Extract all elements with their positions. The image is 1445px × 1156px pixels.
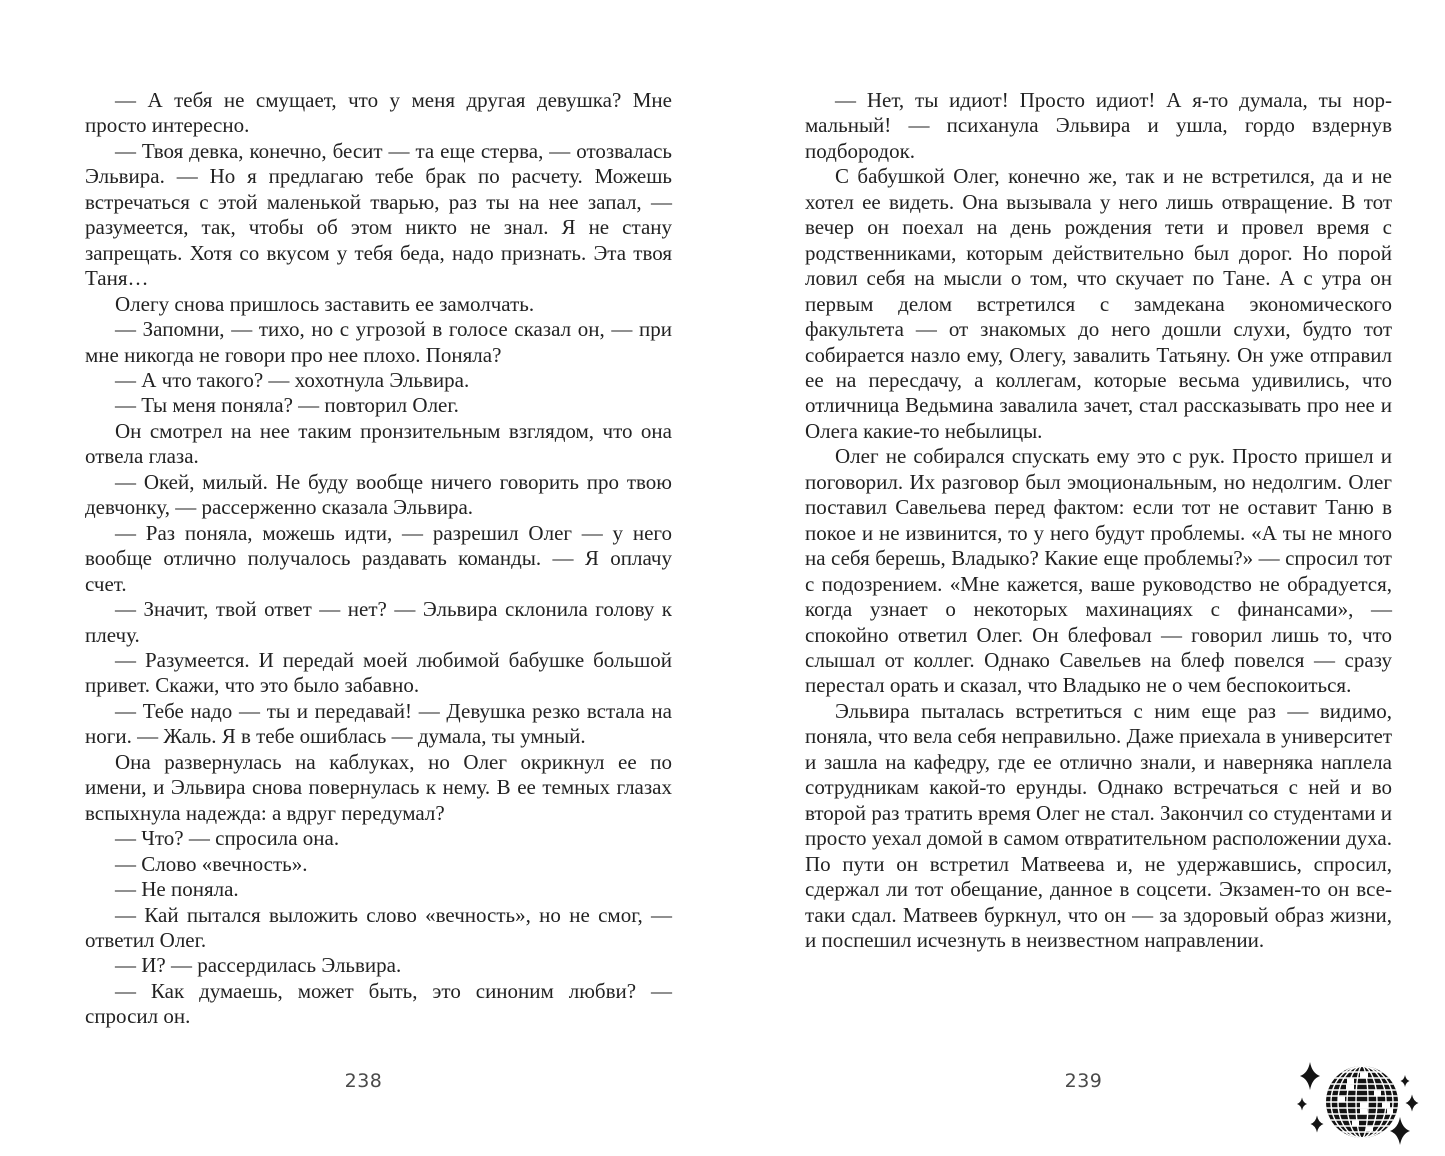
page-number-right: 239 — [1064, 1070, 1103, 1092]
paragraph: Он смотрел на нее таким пронзительным взглядом, что она отвела глаза. — [85, 418, 672, 469]
paragraph: — Нет, ты идиот! Просто идиот! А я-то думала, ты нормальный! — психанула Эльвира и ушла, гордо вздернув подбородок. — [805, 88, 1392, 163]
page-left — [85, 88, 672, 1030]
sparkle-icon — [1297, 1098, 1307, 1111]
paragraph: — Не поняла. — [115, 877, 239, 902]
paragraph: — Что? — спросила она. — [115, 826, 340, 851]
paragraph: — Слово «вечность». — [115, 851, 308, 876]
sparkle-icon — [1311, 1116, 1324, 1133]
paragraph: — Раз поняла, можешь идти, — разрешил Олег — у него вообще отлично получалось раздавать команды. — Я оплачу счет. — [85, 520, 672, 596]
page-left-text — [85, 88, 672, 1030]
paragraph: — Кай пытался выложить слово «вечность», но не смог, — ответил Олег. — [85, 902, 672, 952]
sparkle-icon — [1401, 1075, 1410, 1087]
sparkle-icon — [1406, 1095, 1419, 1112]
paragraph: Она развернулась на каблуках, но Олег окрикнул ее по имени, и Эльвира снова повернулась к нему. В ее темных глазах вспыхнула надежда: а вдруг передумал? — [85, 749, 672, 825]
disco-ball-sphere — [1326, 1066, 1398, 1138]
paragraph: — Как думаешь, может быть, это синоним любви? — спросил он. — [85, 978, 672, 1029]
paragraph: — Разумеется. И передай моей любимой бабушке большой привет. Скажи, что это было забавно. — [85, 647, 672, 698]
paragraph: С бабушкой Олег, конечно же, так и не встретился, да и не хотел ее видеть. Она вызывала у него лишь отвращение. В тот вечер он поехал на день рождения тети и провел время с родственниками, которым действительно был дорог. Но порой ловил себя на мысли о том, что скучает по Тане. А с утра он первым делом встретился с замдекана экономического факультета — от знакомых до него дошли слухи, будто тот собирается назло ему, Олегу, завалить Татьяну. Он уже отправил ее на пересдачу, а коллегам, которые весьма удивились, что отличница Ведьмина завалила зачет, стал рассказывать про нее и Олега какие-то небылицы. — [805, 164, 1392, 443]
paragraph: — Значит, твой ответ — нет? — Эльвира склонила голову к плечу. — [85, 597, 672, 647]
paragraph: — Ты меня поняла? — повторил Олег. — [115, 393, 459, 418]
paragraph: Олегу снова пришлось заставить ее замолчать. — [115, 291, 535, 316]
paragraph: Эльвира пыталась встретиться с ним еще раз — видимо, поняла, что вела себя неправильно. Даже приехала в университет и зашла на кафедру, где ее отлично знали, и наверняка наплела сотрудникам какой-то ерунды. Однако встречаться с ней и во второй раз тратить время Олег не стал. Закончил со студентами и просто уехал домой в самом отвратительном расположении духа. По пути он встретил Матвеева и, не удержавшись, спросил, сдержал ли тот обещание, данное в соцсети. Экзамен-то он все-таки сдал. Матвеев буркнул, что он — за здоровый образ жизни, и поспешил исчезнуть в неизвестном направлении. — [805, 698, 1392, 952]
paragraph: — А тебя не смущает, что у меня другая девушка? Мне просто интересно. — [85, 88, 672, 138]
sparkle-icon — [1390, 1117, 1410, 1145]
disco-ball-icon — [1292, 1048, 1442, 1153]
paragraph: — Твоя девка, конечно, бесит — та еще стерва, — отозвалась Эльвира. — Но я предлагаю тебе брак по расчету. Можешь встречаться с этой маленькой тварью, раз ты на нее запал, — разумеется, так, чтобы об этом никто не знал. Я не стану запрещать. Хотя со вкусом у тебя беда, надо признать. Эта твоя Таня… — [85, 138, 672, 291]
paragraph: Олег не собирался спускать ему это с рук. Просто пришел и поговорил. Их разговор был эмоциональным, но недолгим. Олег поставил Савельева перед фактом: если тот не оставит Таню в покое и не извинится, то у него будут проблемы. «А ты не много на себя берешь, Владыко? Какие еще проблемы?» — спросил тот с подозрением. «Мне кажется, ваше руководство не обрадуется, когда узнает о некоторых махинациях с финансами», — спокойно ответил Олег. Он блефовал — говорил лишь то, что слышал от коллег. Однако Савельев на блеф повелся — сразу перестал орать и сказал, что Владыко не о чем беспокоиться. — [805, 444, 1392, 698]
paragraph: — Запомни, — тихо, но с угрозой в голосе сказал он, — при мне никогда не говори про нее плохо. Поняла? — [85, 317, 672, 367]
page-right — [805, 88, 1392, 953]
paragraph: — Окей, милый. Не буду вообще ничего говорить про твою девчонку, — рассерженно сказала Эльвира. — [85, 469, 672, 520]
paragraph: — А что такого? — хохотнула Эльвира. — [115, 367, 470, 392]
paragraph: — И? — рассердилась Эльвира. — [115, 953, 402, 978]
sparkle-icon — [1300, 1062, 1320, 1090]
page-number-left: 238 — [344, 1070, 383, 1092]
paragraph: — Тебе надо — ты и передавай! — Девушка резко встала на ноги. — Жаль. Я в тебе ошиблась — думала, ты умный. — [85, 698, 672, 749]
page-right-text — [805, 88, 1392, 953]
